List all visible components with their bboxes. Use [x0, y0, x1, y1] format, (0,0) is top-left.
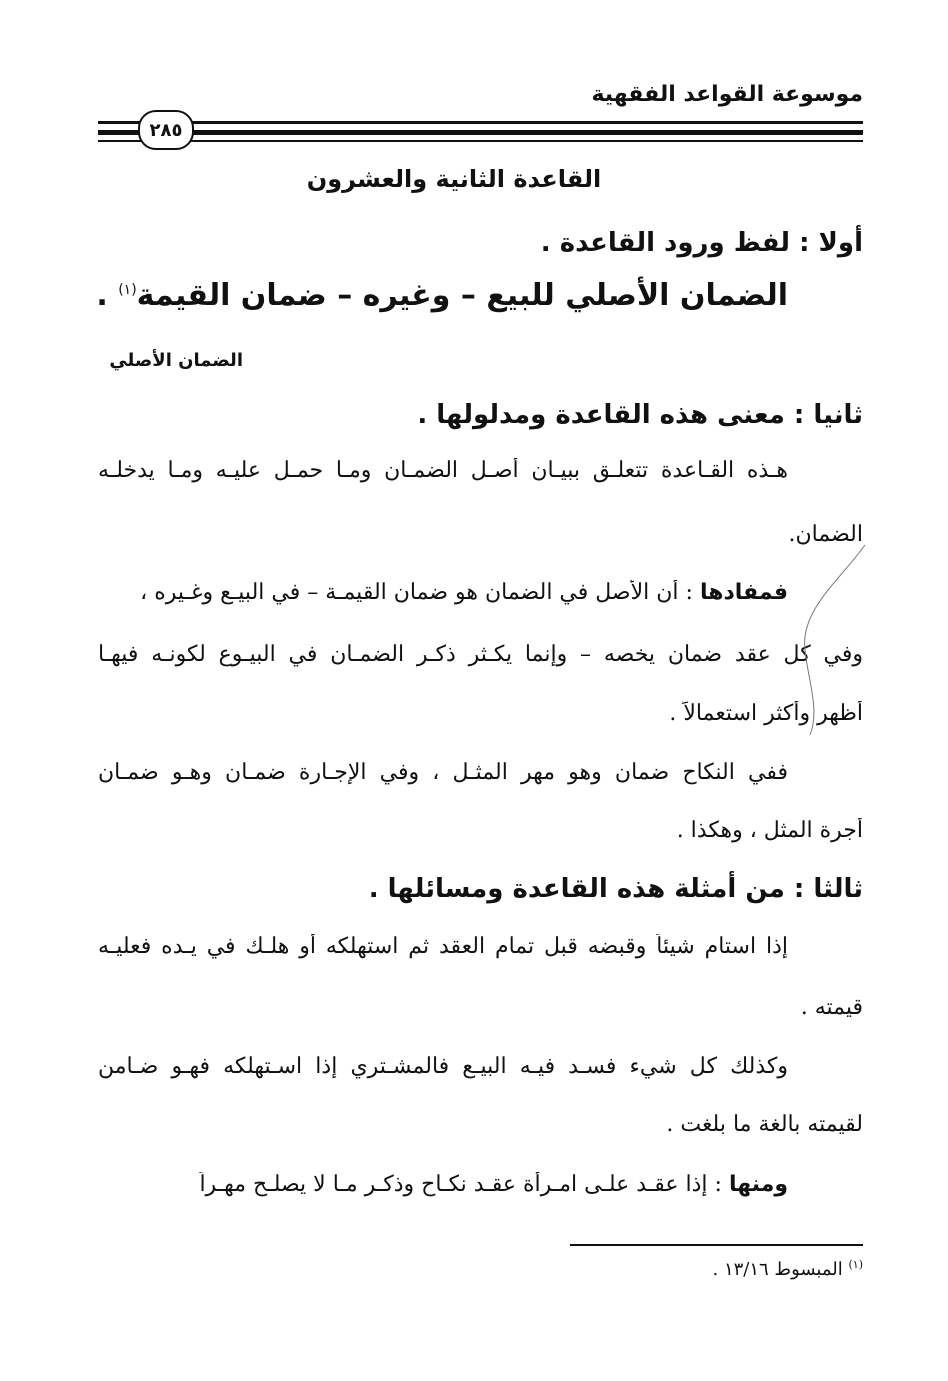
paragraph-line: لقيمته بالغة ما بلغت .: [666, 1112, 863, 1137]
header-rule-thin-top: [98, 121, 863, 124]
rule-statement: [96, 278, 788, 313]
footnote-marker: (١): [848, 1258, 863, 1271]
page-number: ٢٨٥: [138, 110, 194, 150]
rule-short-name: الضمان الأصلي: [109, 350, 243, 371]
paragraph-lead: ومنها: [728, 1172, 788, 1197]
paragraph-text: : إذا عقـد علـى امـرأة عقـد نكـاح وذكـر مـا لا يصلـح مهـراً: [199, 1172, 729, 1197]
section-heading-first: أولا : لفظ ورود القاعدة .: [540, 228, 863, 258]
paragraph-line: ففي النكاح ضمان وهو مهر المثـل ، وفي الإجـارة ضمـان وهـو ضمـان: [98, 760, 788, 785]
paragraph-line: إذا استام شيئاً وقبضه قبل تمام العقد ثم استهلكه أو هلـك في يـده فعليـه: [98, 934, 788, 959]
paragraph-line: [98, 1172, 788, 1197]
paragraph-line: هـذه القـاعدة تتعلـق ببيـان أصـل الضمـان ومـا حمـل عليـه ومـا يدخلـه: [98, 458, 788, 483]
footnote-text: المبسوط ١٣/١٦ .: [712, 1259, 849, 1280]
paragraph-line: الضمان.: [788, 522, 863, 547]
paragraph-line: أظهر وأكثر استعمالاً .: [669, 701, 863, 726]
rule-heading: القاعدة الثانية والعشرون: [306, 165, 602, 193]
paragraph-line: وفي كل عقد ضمان يخصه – وإنما يكـثر ذكـر الضمـان في البيـوع لكونـه فيهـا: [98, 642, 863, 667]
rule-statement-text: الضمان الأصلي للبيع – وغيره – ضمان القيمة: [136, 278, 788, 313]
footnote: [713, 1258, 864, 1280]
pencil-mark-icon: [780, 540, 870, 740]
footnote-separator: [570, 1244, 863, 1246]
paragraph-text: : أن الأصل في الضمان هو ضمان القيمـة – في البيـع وغـيره ،: [140, 580, 700, 605]
paragraph-line: قيمته .: [800, 995, 863, 1020]
paragraph-line: أجرة المثل ، وهكذا .: [676, 818, 863, 843]
running-title: موسوعة القواعد الفقهية: [591, 82, 863, 107]
rule-statement-end: .: [96, 278, 119, 313]
section-heading-second: ثانيا : معنى هذه القاعدة ومدلولها .: [417, 400, 863, 430]
paragraph-line: [98, 580, 788, 605]
header-rule-thin-bottom: [98, 140, 863, 142]
paragraph-lead: فمفادها: [699, 580, 788, 605]
paragraph-line: وكذلك كل شيء فسـد فيـه البيـع فالمشـتري إذا اسـتهلكه فهـو ضـامن: [98, 1054, 788, 1079]
footnote-ref: (١): [118, 282, 137, 298]
section-heading-third: ثالثا : من أمثلة هذه القاعدة ومسائلها .: [368, 874, 863, 904]
header-rule-thick: [98, 130, 863, 135]
